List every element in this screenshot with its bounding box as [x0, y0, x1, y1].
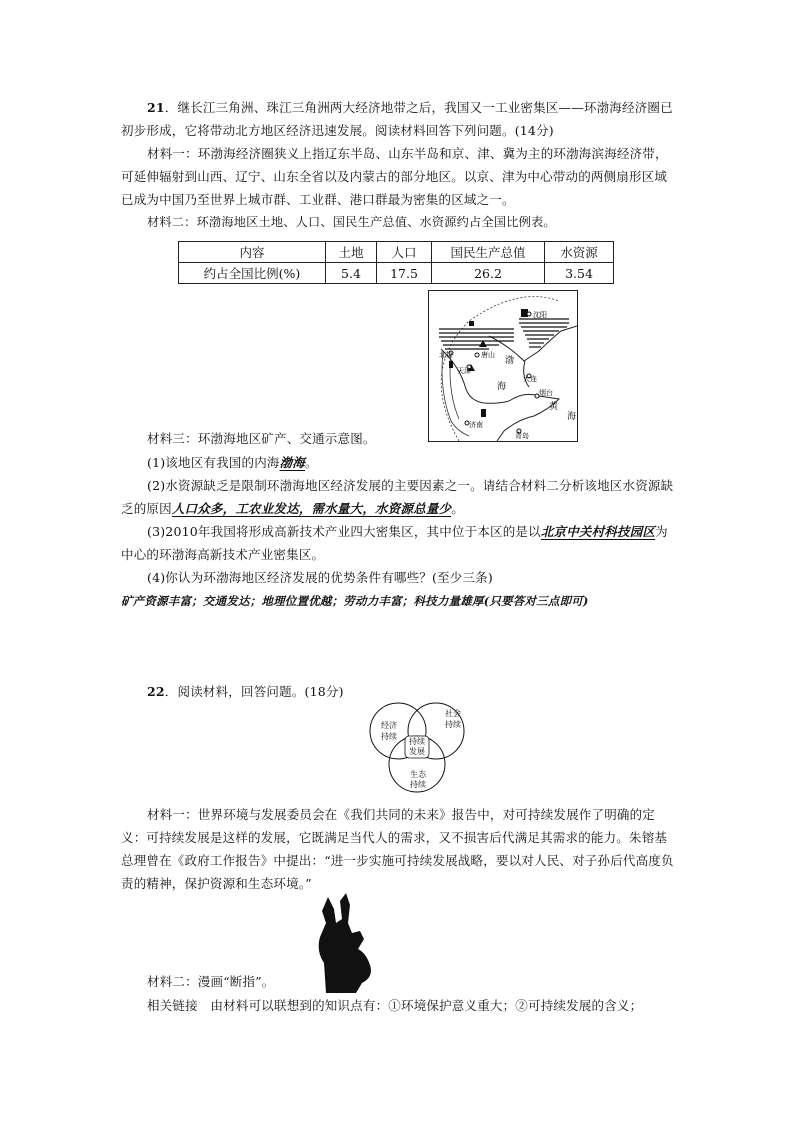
map-label-yantai: 烟台 — [539, 389, 553, 397]
map-label-tangshan: 唐山 — [481, 351, 495, 359]
q21-number: 21 — [147, 100, 165, 115]
table-cell: 17.5 — [377, 263, 432, 284]
sub1-answer: 渤海 — [279, 455, 306, 470]
sub3-prompt: (3)2010年我国将形成高新技术产业四大密集区，其中位于本区的是以 — [147, 524, 541, 539]
map-label-huang: 黄 — [549, 402, 559, 412]
q21-intro-text: ．继长江三角洲、珠江三角洲两大经济地带之后，我国又一工业密集区——环渤海经济圈已初步形成，它将带动北方地区经济迅速发展。阅读材料回答下列问题。(14分) — [121, 100, 673, 138]
venn-label-economy: 经济持续 — [381, 721, 397, 741]
table-cell: 3.54 — [545, 263, 614, 284]
mine-symbol — [449, 361, 453, 368]
map-label-hai: 海 — [497, 382, 507, 392]
venn-label-ecology: 生态持续 — [410, 770, 426, 789]
sub4-answer: 矿产资源丰富；交通发达；地理位置优越；劳动力丰富；科技力量雄厚(只要答对三点即可) — [121, 594, 589, 608]
map-label-dalian: 大连 — [523, 375, 537, 383]
q21-sub2 — [121, 474, 677, 520]
mine-symbol — [481, 409, 486, 417]
table-header: 内容 — [179, 242, 326, 263]
table-cell: 约占全国比例(%) — [179, 263, 326, 284]
mine-symbol — [469, 321, 474, 326]
q22-related-link: 相关链接 由材料可以联想到的知识点有：①环境保护意义重大；②可持续发展的含义； — [147, 998, 643, 1013]
sub1-prompt: (1)该地区有我国的内海 — [147, 455, 280, 470]
table-header: 土地 — [326, 242, 377, 263]
map-label-shenyang: 沈阳 — [533, 311, 547, 319]
map-label-tianjin: 天津 — [457, 367, 471, 375]
q21-sub4: (4)你认为环渤海地区经济发展的优势条件有哪些？(至少三条) — [147, 570, 493, 585]
sustainability-venn — [368, 700, 478, 798]
q22-intro-text: ．阅读材料，回答问题。(18分) — [164, 684, 344, 699]
map-label-qingdao: 青岛 — [515, 432, 529, 440]
map-label-bo: 渤 — [505, 356, 515, 366]
city-dot — [475, 353, 479, 357]
map-label-beijing: 北京 — [439, 351, 453, 359]
map-label-hai2: 海 — [567, 412, 577, 422]
map-drawing — [429, 291, 577, 441]
q21-sub3 — [121, 520, 677, 566]
q21-sub1 — [121, 451, 677, 474]
sub1-suffix: 。 — [305, 455, 318, 470]
table-cell: 5.4 — [326, 263, 377, 284]
venn-label-center: 持续发展 — [409, 737, 425, 756]
table-header: 人口 — [377, 242, 432, 263]
table-header: 水资源 — [545, 242, 614, 263]
city-dot — [527, 312, 531, 316]
q21-intro — [121, 96, 677, 142]
sub3-suffix: 为中心的环渤海高新技术产业密集区。 — [121, 524, 668, 562]
table-cell: 26.2 — [432, 263, 545, 284]
table-header-row — [179, 242, 614, 263]
sub2-answer: 人口众多，工农业发达，需水量大，水资源总量少 — [171, 501, 452, 516]
sub2-suffix: 。 — [451, 501, 464, 516]
bohai-map — [428, 290, 578, 442]
table-header: 国民生产总值 — [432, 242, 545, 263]
water-ratio-table — [178, 241, 614, 284]
q22-number: 22 — [147, 684, 165, 699]
q22-material2: 材料二：漫画“断指”。 — [147, 974, 275, 989]
map-label-jinan: 济南 — [469, 421, 483, 429]
q21-material3: 材料三：环渤海地区矿产、交通示意图。 — [147, 431, 376, 446]
q21-material2: 材料二：环渤海地区土地、人口、国民生产总值、水资源约占全国比例表。 — [147, 215, 556, 229]
sub3-answer: 北京中关村科技园区 — [540, 524, 656, 539]
table-row — [179, 263, 614, 284]
q21-material1: 材料一：环渤海经济圈狭义上指辽东半岛、山东半岛和京、津、冀为主的环渤海滨海经济带，可延伸辐射到山西、辽宁、山东全省以及内蒙古的部分地区。以京、津为中心带动的两侧扇形区域已成为中国乃至世界上城市群、工业群、港口群最为密集的区域之一。 — [121, 146, 668, 207]
venn-label-society: 社会持续 — [445, 709, 461, 729]
sub2-prompt: (2)水资源缺乏是限制环渤海地区经济发展的主要因素之一。请结合材料二分析该地区水资源缺乏的原因 — [121, 478, 674, 516]
q22-material1: 材料一：世界环境与发展委员会在《我们共同的未来》报告中，对可持续发展作了明确的定义：可持续发展是这样的发展，它既满足当代人的需求，又不损害后代满足其需求的能力。朱镕基总理曾在《政府工作报告》中提出：“进一步实施可持续发展战略，要以对人民、对子孙后代高度负责的精神，保护资源和生态环境。” — [121, 807, 674, 891]
